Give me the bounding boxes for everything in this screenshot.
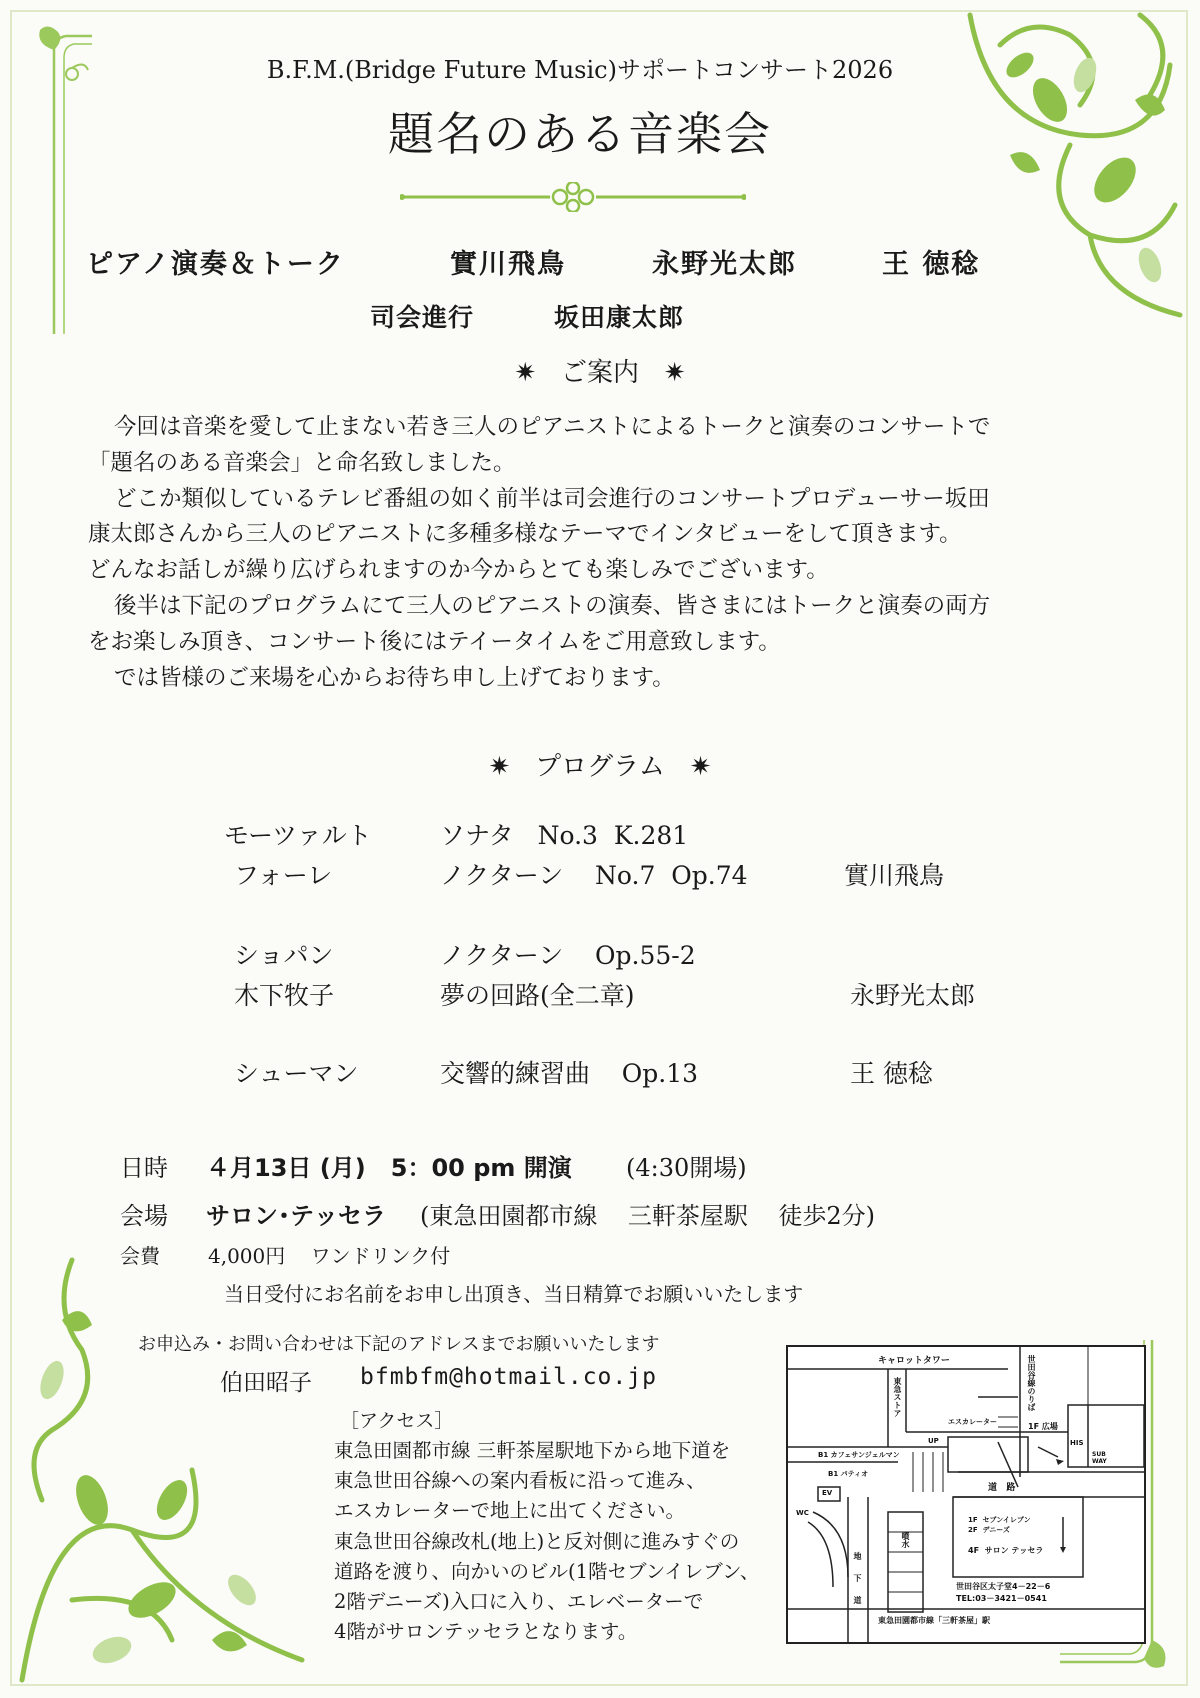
access-text [334, 1436, 759, 1647]
access-line: 道路を渡り、向かいのビル(1階セブンイレブン、 [334, 1559, 760, 1583]
map-label-escalator: エスカレーター [948, 1418, 997, 1426]
program-composer: 木下牧子 [234, 981, 335, 1010]
performer-name-1: 實川飛鳥 [450, 249, 566, 280]
program-work: ノクターン No.7 Op.74 [440, 861, 748, 890]
program-work: 夢の回路(全二章) [440, 981, 635, 1010]
date-value: ４月13日 (月) 5：00 pm 開演 [206, 1154, 572, 1182]
map-label-his: HIS [1070, 1439, 1084, 1447]
map-label-fountain: 噴水 [901, 1532, 910, 1548]
venue-value: サロン･テッセラ [206, 1202, 386, 1230]
contact-email[interactable]: bfmbfm@hotmail.co.jp [360, 1364, 657, 1390]
program-heading: プログラム [535, 752, 665, 782]
star-icon: ✷ [689, 752, 712, 782]
program-heading-row [440, 746, 760, 783]
program-composer: シューマン [234, 1059, 359, 1088]
access-line: エスカレーターで地上に出てください。 [334, 1499, 686, 1523]
corner-ornament-top-left [14, 14, 94, 344]
map-label-tel: TEL:03－3421－0541 [956, 1594, 1047, 1603]
date-label: 日時 [120, 1154, 168, 1182]
map-label-wc: WC [796, 1509, 809, 1517]
contact-lead: お申込み・お問い合わせは下記のアドレスまでお願いいたします [138, 1334, 660, 1355]
map-label-ev: EV [822, 1489, 833, 1497]
guide-text [88, 410, 1128, 696]
access-line: 東急世田谷線改札(地上)と反対側に進みすぐの [334, 1529, 740, 1553]
access-line: 東急田園都市線 三軒茶屋駅地下から地下道を [334, 1439, 731, 1462]
fee-value: 4,000円 ワンドリンク付 [208, 1244, 451, 1268]
map-label-cafe: B1 カフェサンジェルマン [818, 1451, 900, 1459]
date-note: (4:30開場) [626, 1154, 747, 1182]
map-label-carrot-tower: キャロットタワー [878, 1356, 950, 1366]
access-line: 2階デニーズ)入口に入り、エレベーターで [334, 1590, 704, 1614]
map-label-address: 世田谷区太子堂4－22－6 [956, 1582, 1051, 1591]
guide-line: どこか類似しているテレビ番組の如く前半は司会進行のコンサートプロデューサー坂田 [114, 485, 990, 512]
mc-name: 坂田康太郎 [554, 303, 685, 332]
contact-name: 伯田昭子 [220, 1370, 312, 1396]
corner-ornament-bottom-left [12, 1200, 342, 1690]
guide-line: 「題名のある音楽会」と命名致しました。 [88, 449, 516, 476]
program-composer: ショパン [234, 941, 334, 970]
guide-line: では皆様のご来場を心からお待ち申し上げております。 [114, 664, 675, 691]
guide-line: 今回は音楽を愛して止まない若き三人のピアニストによるトークと演奏のコンサートで [114, 414, 991, 440]
guide-heading: ご案内 [560, 358, 639, 388]
performer-name-3: 王 徳稔 [882, 249, 981, 280]
program-performer: 實川飛鳥 [844, 861, 945, 890]
access-heading: ［アクセス］ [340, 1410, 454, 1432]
performer-name-2: 永野光太郎 [652, 249, 797, 280]
guide-line: どんなお話しが繰り広げられますのか今からとても楽しみでございます。 [88, 557, 829, 584]
map-label-floor4: 4F サロン テッセラ [968, 1546, 1044, 1555]
title-divider [400, 182, 746, 212]
map-label-setagaya-line: 世田谷線のりば [1027, 1355, 1036, 1411]
concert-subtitle: B.F.M.(Bridge Future Music)サポートコンサート2026 [266, 56, 894, 84]
performers-label: ピアノ演奏＆トーク [86, 249, 345, 280]
map-label-floor1: 1F セブンイレブン [968, 1516, 1031, 1524]
guide-line: 後半は下記のプログラムにて三人のピアニストの演奏、皆さまにはトークと演奏の両方 [114, 592, 991, 619]
map-label-plaza: 1F 広場 [1028, 1422, 1058, 1431]
star-icon: ✷ [663, 358, 686, 388]
guide-line: をお楽しみ頂き、コンサート後にはテイータイムをご用意致します。 [88, 628, 781, 655]
venue-label: 会場 [120, 1202, 168, 1230]
map-label-floor2: 2F デニーズ [968, 1526, 1010, 1534]
map-label-road: 道 路 [988, 1483, 1016, 1493]
program-composer: モーツァルト [224, 821, 372, 850]
program-performer: 王 徳稔 [850, 1059, 933, 1088]
access-line: 東急世田谷線への案内看板に沿って進み、 [334, 1469, 706, 1493]
program-work: ソナタ No.3 K.281 [440, 821, 689, 850]
guide-line: 康太郎さんから三人のピアニストに多種多様なテーマでインタビューをして頂きます。 [88, 521, 962, 548]
map-label-station: 東急田園都市線「三軒茶屋」駅 [878, 1616, 990, 1625]
map-label-tokyu-store: 東急ストア [893, 1377, 902, 1417]
map-label-subway: SUB WAY [1092, 1451, 1107, 1465]
program-work: ノクターン Op.55-2 [440, 941, 696, 970]
program-composer: フォーレ [234, 861, 333, 890]
fee-label: 会費 [120, 1244, 160, 1268]
map-label-up: UP [928, 1437, 939, 1445]
star-icon: ✷ [514, 358, 537, 388]
page-title: 題名のある音楽会 [388, 107, 772, 161]
access-map [786, 1345, 1146, 1644]
map-label-patio: B1 パティオ [828, 1470, 869, 1478]
mc-label: 司会進行 [370, 303, 475, 332]
guide-heading-row [450, 352, 750, 389]
access-line: 4階がサロンテッセラとなります。 [334, 1620, 638, 1644]
program-work: 交響的練習曲 Op.13 [440, 1059, 699, 1088]
map-label-underpass: 地下道 [853, 1552, 862, 1618]
venue-note: (東急田園都市線 三軒茶屋駅 徒歩2分) [420, 1202, 876, 1230]
fee-note: 当日受付にお名前をお申し出頂き、当日精算でお願いいたします [224, 1282, 804, 1306]
program-performer: 永野光太郎 [850, 981, 976, 1010]
star-icon: ✷ [488, 752, 511, 782]
